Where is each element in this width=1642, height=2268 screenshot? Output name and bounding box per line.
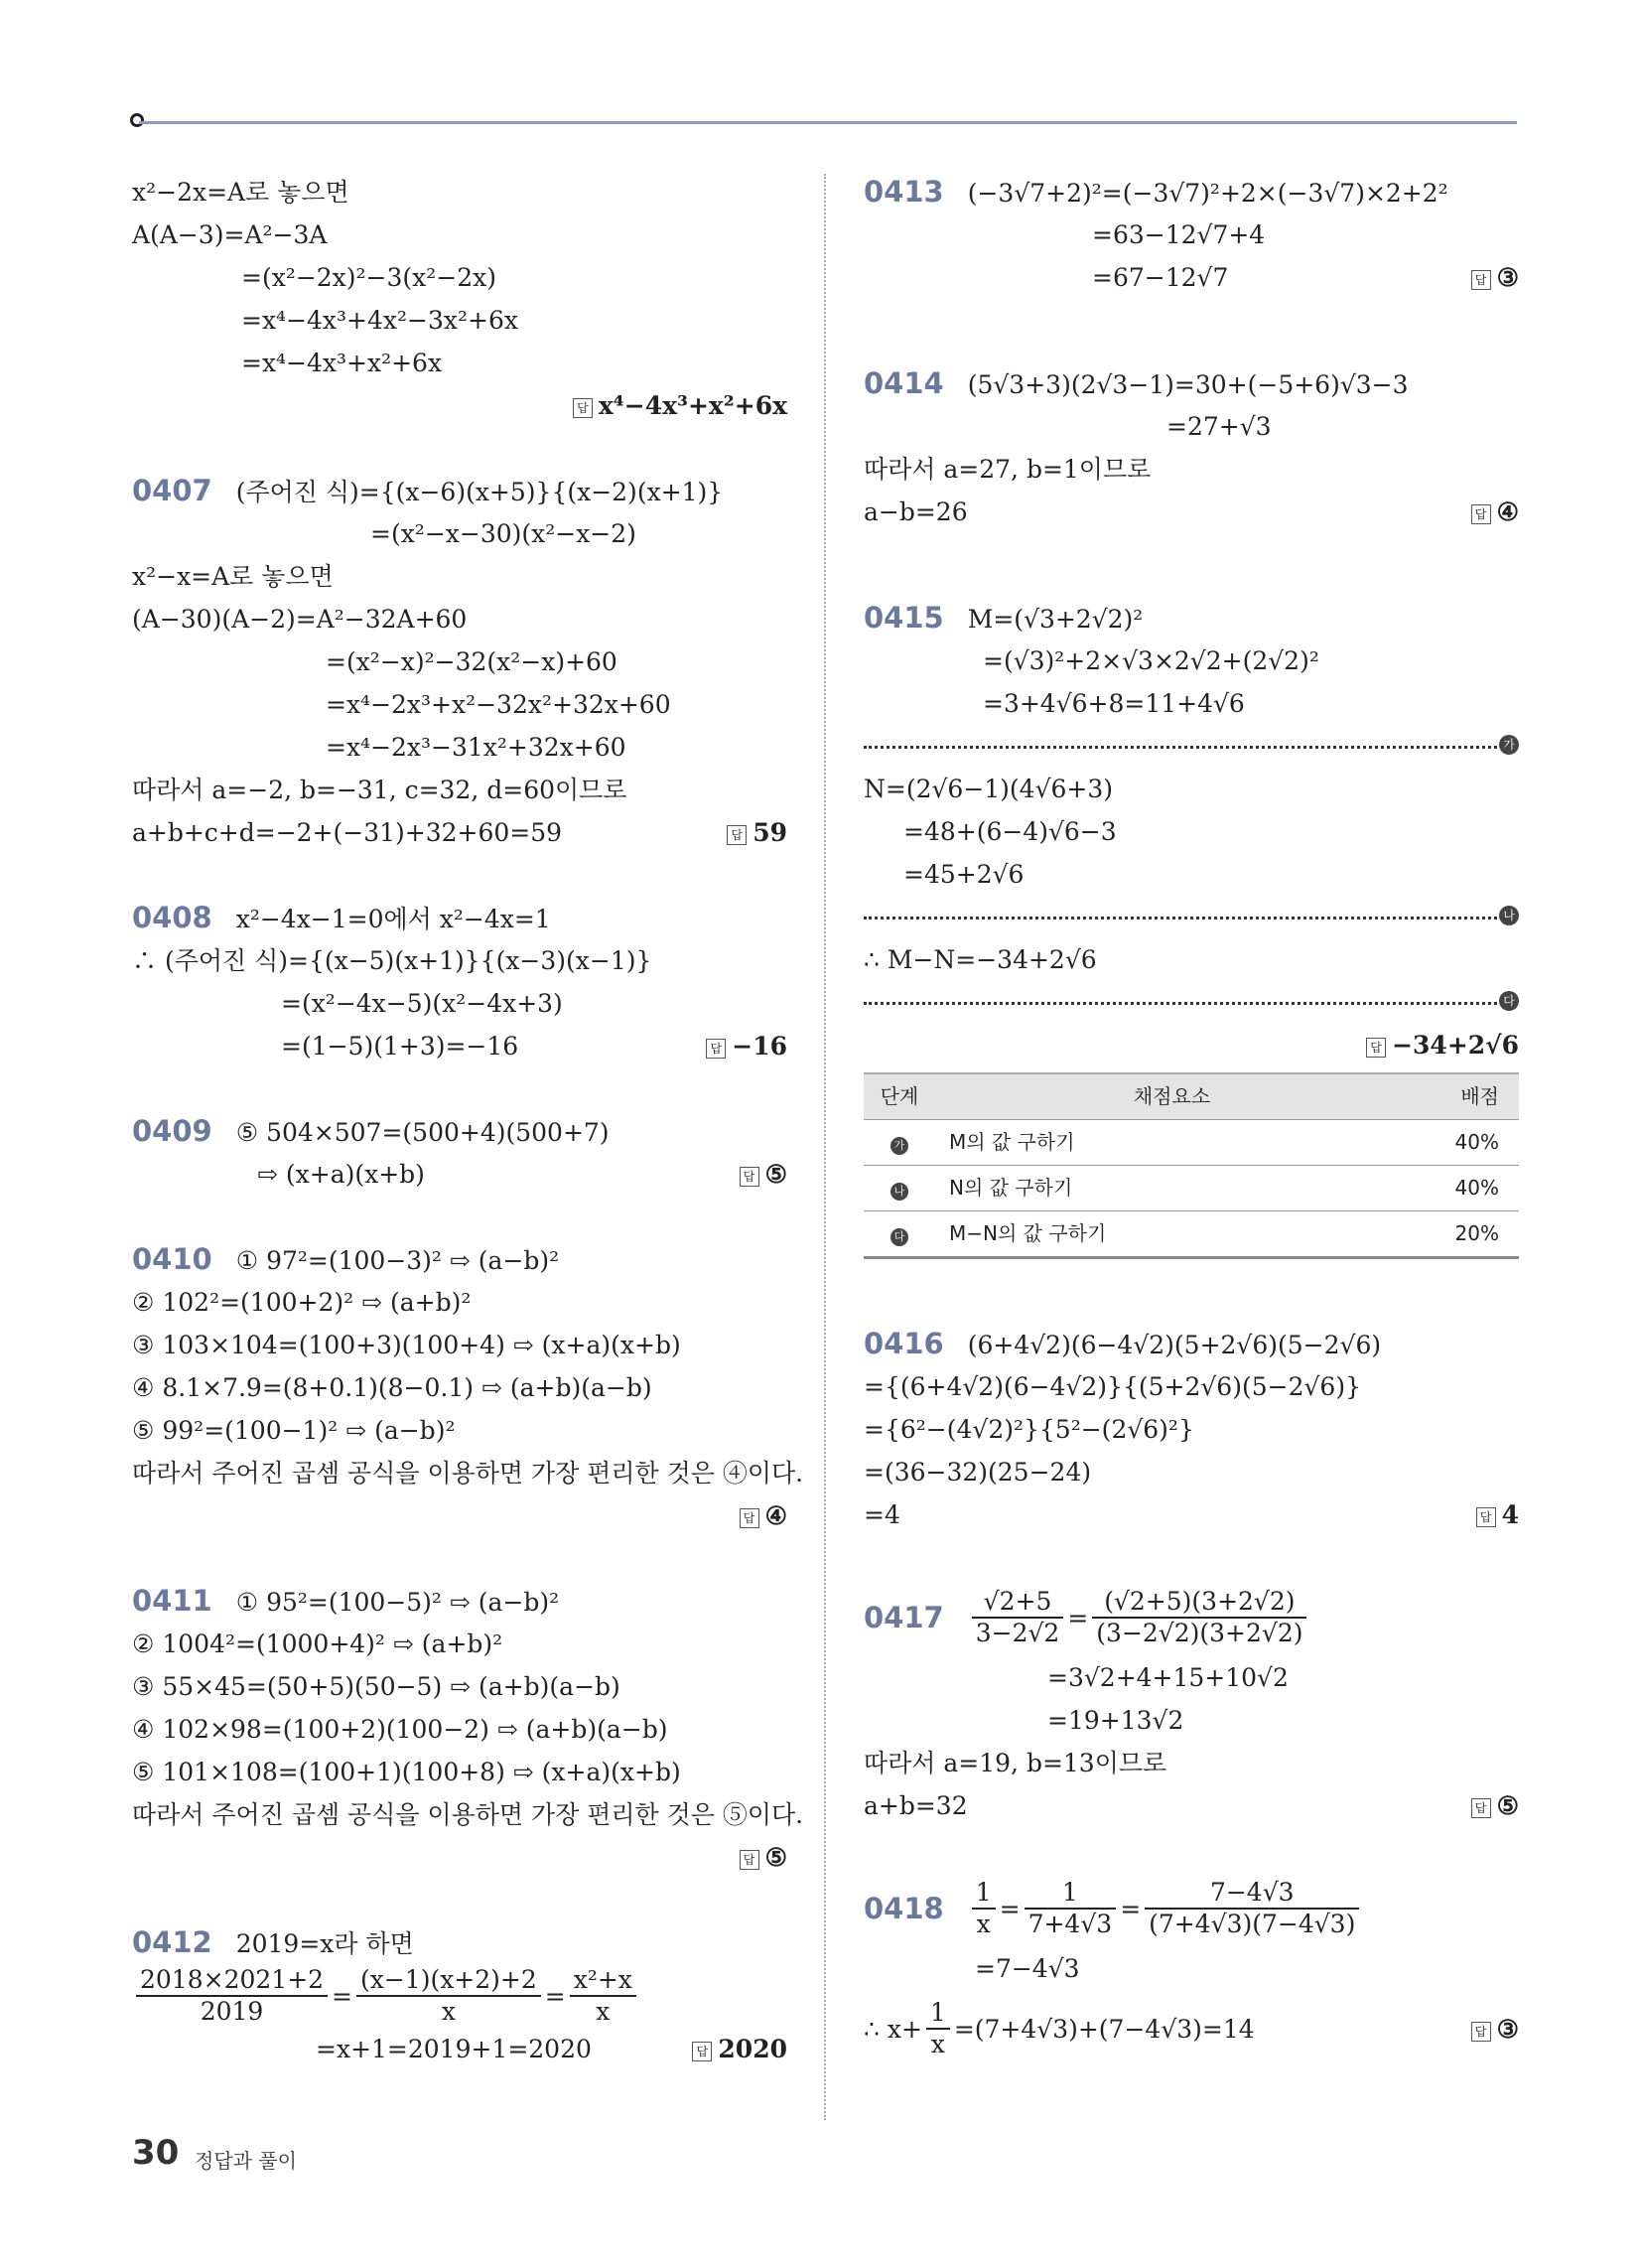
solution-0409: 0409 ⑤ 504×507=(500+4)(500+7) ⇨ (x+a)(x+b) 답 ⑤ <box>132 1110 787 1196</box>
table-row: 나 N의 값 구하기 40% <box>864 1166 1519 1211</box>
problem-number: 0417 <box>864 1600 944 1634</box>
problem-number: 0407 <box>132 474 212 507</box>
answer-mark-icon: 답 <box>573 398 593 418</box>
problem-number: 0408 <box>132 901 212 934</box>
answer-0416: 답 4 <box>1476 1493 1519 1536</box>
line: =(x²−x)²−32(x²−x)+60 <box>326 647 617 676</box>
fraction-line: 0417 $\frac{√2+5}{3-2√2}$ = $\frac{(√2+5)(3+2√2)}{(3-2√2)(3+2√2)}$ <box>864 1579 1519 1656</box>
line: 따라서 a=−2, b=−31, c=32, d=60이므로 <box>132 776 627 804</box>
solution-0406 <box>132 171 787 427</box>
line: =67−12√7 답 ③ <box>864 256 1519 299</box>
problem-number: 0413 <box>864 175 944 209</box>
answer-mark-icon: 답 <box>740 1167 759 1187</box>
line: ⇨ (x+a)(x+b) 답 ⑤ <box>132 1153 787 1196</box>
answer-0411: 답 ⑤ <box>132 1836 787 1879</box>
line: =4 답 4 <box>864 1493 1519 1536</box>
answer-mark-icon: 답 <box>1471 504 1491 524</box>
step-da-icon: 다 <box>1499 991 1519 1011</box>
step-na-icon: 나 <box>1499 906 1519 925</box>
fraction: $\frac{1}{x}$ <box>972 1878 996 1939</box>
line: =(1−5)(1+3)=−16 답 −16 <box>132 1025 787 1067</box>
line: ∴ M−N=−34+2√6 <box>864 945 1097 974</box>
answer-mark-icon: 답 <box>1471 1798 1491 1818</box>
solution-0407: 0407 (주어진 식)={(x−6)(x+5)}{(x−2)(x+1)} =(x²−x−30)(x²−x−2) x²−x=A로 놓으면 (A−30)(A−2)=A²−32A+60 =(x²−x)²−32(x²−x)+60 =x⁴−2x³+x²−32x²+32x+60 =x⁴−2x³−31x²+32x+60 따라서 a=−2, b=−31, c=32, d=60이므로 a+b+c+d=−2+(−31)+32+60=59 답 59 <box>132 470 787 854</box>
step-ga-icon: 가 <box>890 1137 908 1155</box>
line: =19+13√2 <box>1047 1706 1184 1735</box>
step-da-icon: 다 <box>890 1228 908 1246</box>
answer-0412: 답 2020 <box>692 2028 787 2070</box>
line: ② 1004²=(1000+4)² ⇨ (a+b)² <box>132 1630 503 1658</box>
answer-mark-icon: 답 <box>1476 1507 1496 1527</box>
solution-0417 <box>864 1579 1519 1827</box>
fraction: $\frac{7-4√3}{(7+4√3)(7-4√3)}$ <box>1145 1878 1359 1939</box>
page-number: 30 <box>132 2133 180 2173</box>
answer-0409: 답 ⑤ <box>740 1153 787 1196</box>
line: A(A−3)=A²−3A <box>132 220 328 249</box>
column-divider <box>824 174 826 2120</box>
line: ④ 8.1×7.9=(8+0.1)(8−0.1) ⇨ (a+b)(a−b) <box>132 1373 652 1402</box>
answer-0417: 답 ⑤ <box>1471 1784 1519 1827</box>
line: =3+4√6+8=11+4√6 <box>983 689 1245 718</box>
line: =7−4√3 <box>975 1954 1080 1983</box>
line: =(x²−x−30)(x²−x−2) <box>370 519 636 548</box>
line: 따라서 a=19, b=13이므로 <box>864 1749 1167 1777</box>
line: =63−12√7+4 <box>1092 220 1266 249</box>
line: a−b=26 답 ④ <box>864 491 1519 533</box>
right-column <box>864 171 1519 2067</box>
line: ={6²−(4√2)²}{5²−(2√6)²} <box>864 1415 1194 1444</box>
step-na-icon: 나 <box>890 1183 908 1201</box>
solution-0418 <box>864 1870 1519 2067</box>
solution-0413: 0413 (−3√7+2)²=(−3√7)²+2×(−3√7)×2+2² =63−12√7+4 =67−12√7 답 ③ <box>864 171 1519 299</box>
footer-title: 정답과 풀이 <box>195 2149 297 2173</box>
table-header: 배점 <box>1409 1073 1519 1120</box>
solution-0410: 0410 ① 97²=(100−3)² ⇨ (a−b)² ② 102²=(100+2)² ⇨ (a+b)² ③ 103×104=(100+3)(100+4) ⇨ (x+a)(x+b) ④ 8.1×7.9=(8+0.1)(8−0.1) ⇨ (a+b)(a−b) ⑤ 99²=(100−1)² ⇨ (a−b)² 따라서 주어진 곱셈 공식을 이용하면 가장 편리한 것은 ④이다. 답 ④ <box>132 1238 787 1537</box>
line: =3√2+4+15+10√2 <box>1047 1663 1289 1692</box>
fraction-line: ∴ x+ $\frac{1}{x}$ =(7+4√3)+(7−4√3)=14 답 ③ <box>864 1998 1519 2058</box>
line: =x⁴−4x³+x²+6x <box>241 349 443 377</box>
line: ⑤ 101×108=(100+1)(100+8) ⇨ (x+a)(x+b) <box>132 1758 681 1786</box>
fraction: $\frac{1}{7+4√3}$ <box>1025 1878 1117 1939</box>
line: =x⁴−2x³+x²−32x²+32x+60 <box>326 690 671 719</box>
line: =27+√3 <box>1166 412 1272 441</box>
problem-number: 0410 <box>132 1242 212 1276</box>
answer-0413: 답 ③ <box>1471 256 1519 299</box>
line: a+b+c+d=−2+(−31)+32+60=59 답 59 <box>132 811 787 854</box>
line: =(x²−4x−5)(x²−4x+3) <box>281 989 563 1018</box>
fraction-line: $\frac{2018\times 2021+2}{2019}$ = $\frac{(x-1)(x+2)+2}{x}$ = $\frac{\text{x²+x}}{x}$ <box>132 1964 787 2028</box>
line: =(36−32)(25−24) <box>864 1458 1092 1487</box>
line: ② 102²=(100+2)² ⇨ (a+b)² <box>132 1288 472 1317</box>
line: =(x²−2x)²−3(x²−2x) <box>241 263 496 292</box>
solution-0414: 0414 (5√3+3)(2√3−1)=30+(−5+6)√3−3 =27+√3 따라서 a=27, b=1이므로 a−b=26 답 ④ <box>864 362 1519 533</box>
answer-mark-icon: 답 <box>1471 270 1491 290</box>
problem-number: 0416 <box>864 1327 944 1360</box>
fraction: $\frac{\text{x²+x}}{x}$ <box>570 1965 636 2027</box>
header-rule <box>139 121 1517 124</box>
step-separator <box>864 896 1519 938</box>
problem-number: 0415 <box>864 601 944 635</box>
step-ga-icon: 가 <box>1499 735 1519 755</box>
answer-mark-icon: 답 <box>706 1039 726 1059</box>
line: =x+1=2019+1=2020 답 2020 <box>132 2028 787 2070</box>
fraction: $\frac{2018\times 2021+2}{2019}$ <box>136 1965 328 2027</box>
line: 따라서 a=27, b=1이므로 <box>864 455 1152 484</box>
scoring-table <box>864 1072 1519 1259</box>
answer-mark-icon: 답 <box>727 825 747 845</box>
table-header: 채점요소 <box>935 1073 1409 1120</box>
line: =x⁴−2x³−31x²+32x+60 <box>326 733 626 762</box>
answer-0410: 답 ④ <box>132 1494 787 1537</box>
fraction-line: 0418 $\frac{1}{x}$ = $\frac{1}{7+4√3}$ = $\frac{7-4√3}{(7+4√3)(7-4√3)}$ <box>864 1870 1519 1947</box>
answer-mark-icon: 답 <box>1366 1038 1386 1058</box>
solution-0408: 0408 x²−4x−1=0에서 x²−4x=1 ∴ (주어진 식)={(x−5)(x+1)}{(x−3)(x−1)} =(x²−4x−5)(x²−4x+3) =(1−5)(1+3)=−16 답 −16 <box>132 897 787 1067</box>
step-separator <box>864 981 1519 1024</box>
table-row: 가 M의 값 구하기 40% <box>864 1120 1519 1166</box>
problem-number: 0414 <box>864 366 944 400</box>
answer-mark-icon: 답 <box>740 1850 759 1870</box>
line: =48+(6−4)√6−3 <box>903 817 1117 846</box>
line: 따라서 주어진 곱셈 공식을 이용하면 가장 편리한 것은 ④이다. <box>132 1459 804 1488</box>
line: =45+2√6 <box>903 860 1025 889</box>
line: ∴ (주어진 식)={(x−5)(x+1)}{(x−3)(x−1)} <box>132 946 652 975</box>
answer-0407: 답 59 <box>727 811 787 854</box>
table-header: 단계 <box>864 1073 935 1120</box>
step-separator <box>864 725 1519 768</box>
problem-number: 0418 <box>864 1891 944 1925</box>
solution-0415: 0415 M=(√3+2√2)² =(√3)²+2×√3×2√2+(2√2)² =3+4√6+8=11+4√6 가 N=(2√6−1)(4√6+3) =48+(6−4)√6−3 =45+2√6 나 ∴ M−N=−34+2√6 다 답 −34+2√6 단계 채점요소 배점 가 M의 값 구하기 40% 나 N의 값 구하기 40% 다 M−N의 값 구하기 20% <box>864 597 1519 1259</box>
solution-0411: 0411 ① 95²=(100−5)² ⇨ (a−b)² ② 1004²=(1000+4)² ⇨ (a+b)² ③ 55×45=(50+5)(50−5) ⇨ (a+b)(a−b) ④ 102×98=(100+2)(100−2) ⇨ (a+b)(a−b) ⑤ 101×108=(100+1)(100+8) ⇨ (x+a)(x+b) 따라서 주어진 곱셈 공식을 이용하면 가장 편리한 것은 ⑤이다. 답 ⑤ <box>132 1580 787 1879</box>
line: (A−30)(A−2)=A²−32A+60 <box>132 605 468 634</box>
solution-0412: 0412 2019=x라 하면 $\frac{2018\times 2021+2}{2019}$ = $\frac{(x-1)(x+2)+2}{x}$ = $\frac{\text{x²+x}}{x}$ =x+1=2019+1=2020 답 2020 <box>132 1921 787 2070</box>
answer-0418: 답 ③ <box>1471 2008 1519 2051</box>
table-row: 다 M−N의 값 구하기 20% <box>864 1211 1519 1258</box>
answer-0408: 답 −16 <box>706 1025 787 1067</box>
line: x²−2x=A로 놓으면 <box>132 178 349 207</box>
problem-number: 0412 <box>132 1925 212 1959</box>
solution-0416: 0416 (6+4√2)(6−4√2)(5+2√6)(5−2√6) ={(6+4√2)(6−4√2)}{(5+2√6)(5−2√6)} ={6²−(4√2)²}{5²−(2√6)²} =(36−32)(25−24) =4 답 4 <box>864 1323 1519 1536</box>
answer-mark-icon: 답 <box>692 2042 712 2061</box>
line: ③ 103×104=(100+3)(100+4) ⇨ (x+a)(x+b) <box>132 1331 681 1359</box>
line: N=(2√6−1)(4√6+3) <box>864 775 1114 803</box>
line: =(√3)²+2×√3×2√2+(2√2)² <box>983 646 1319 675</box>
line: 따라서 주어진 곱셈 공식을 이용하면 가장 편리한 것은 ⑤이다. <box>132 1800 804 1829</box>
fraction: $\frac{√2+5}{3-2√2}$ <box>972 1587 1064 1648</box>
line: x²−x=A로 놓으면 <box>132 562 334 591</box>
line: ④ 102×98=(100+2)(100−2) ⇨ (a+b)(a−b) <box>132 1715 668 1744</box>
problem-number: 0409 <box>132 1114 212 1148</box>
answer-0414: 답 ④ <box>1471 491 1519 533</box>
fraction: $\frac{(√2+5)(3+2√2)}{(3-2√2)(3+2√2)}$ <box>1092 1587 1306 1648</box>
answer-mark-icon: 답 <box>1471 2022 1491 2042</box>
answer-0406: 답 x⁴−4x³+x²+6x <box>132 384 787 427</box>
line: ⑤ 99²=(100−1)² ⇨ (a−b)² <box>132 1416 456 1445</box>
problem-number: 0411 <box>132 1584 212 1618</box>
line: ={(6+4√2)(6−4√2)}{(5+2√6)(5−2√6)} <box>864 1372 1361 1401</box>
fraction: $\frac{(x-1)(x+2)+2}{x}$ <box>356 1965 541 2027</box>
answer-0415: 답 −34+2√6 <box>864 1024 1519 1066</box>
header-dot-icon <box>130 113 144 127</box>
line: =x⁴−4x³+4x²−3x²+6x <box>241 306 518 335</box>
line: ③ 55×45=(50+5)(50−5) ⇨ (a+b)(a−b) <box>132 1672 620 1701</box>
left-column <box>132 171 804 2070</box>
line: a+b=32 답 ⑤ <box>864 1784 1519 1827</box>
answer-mark-icon: 답 <box>740 1508 759 1528</box>
fraction: $\frac{1}{x}$ <box>926 1998 950 2059</box>
